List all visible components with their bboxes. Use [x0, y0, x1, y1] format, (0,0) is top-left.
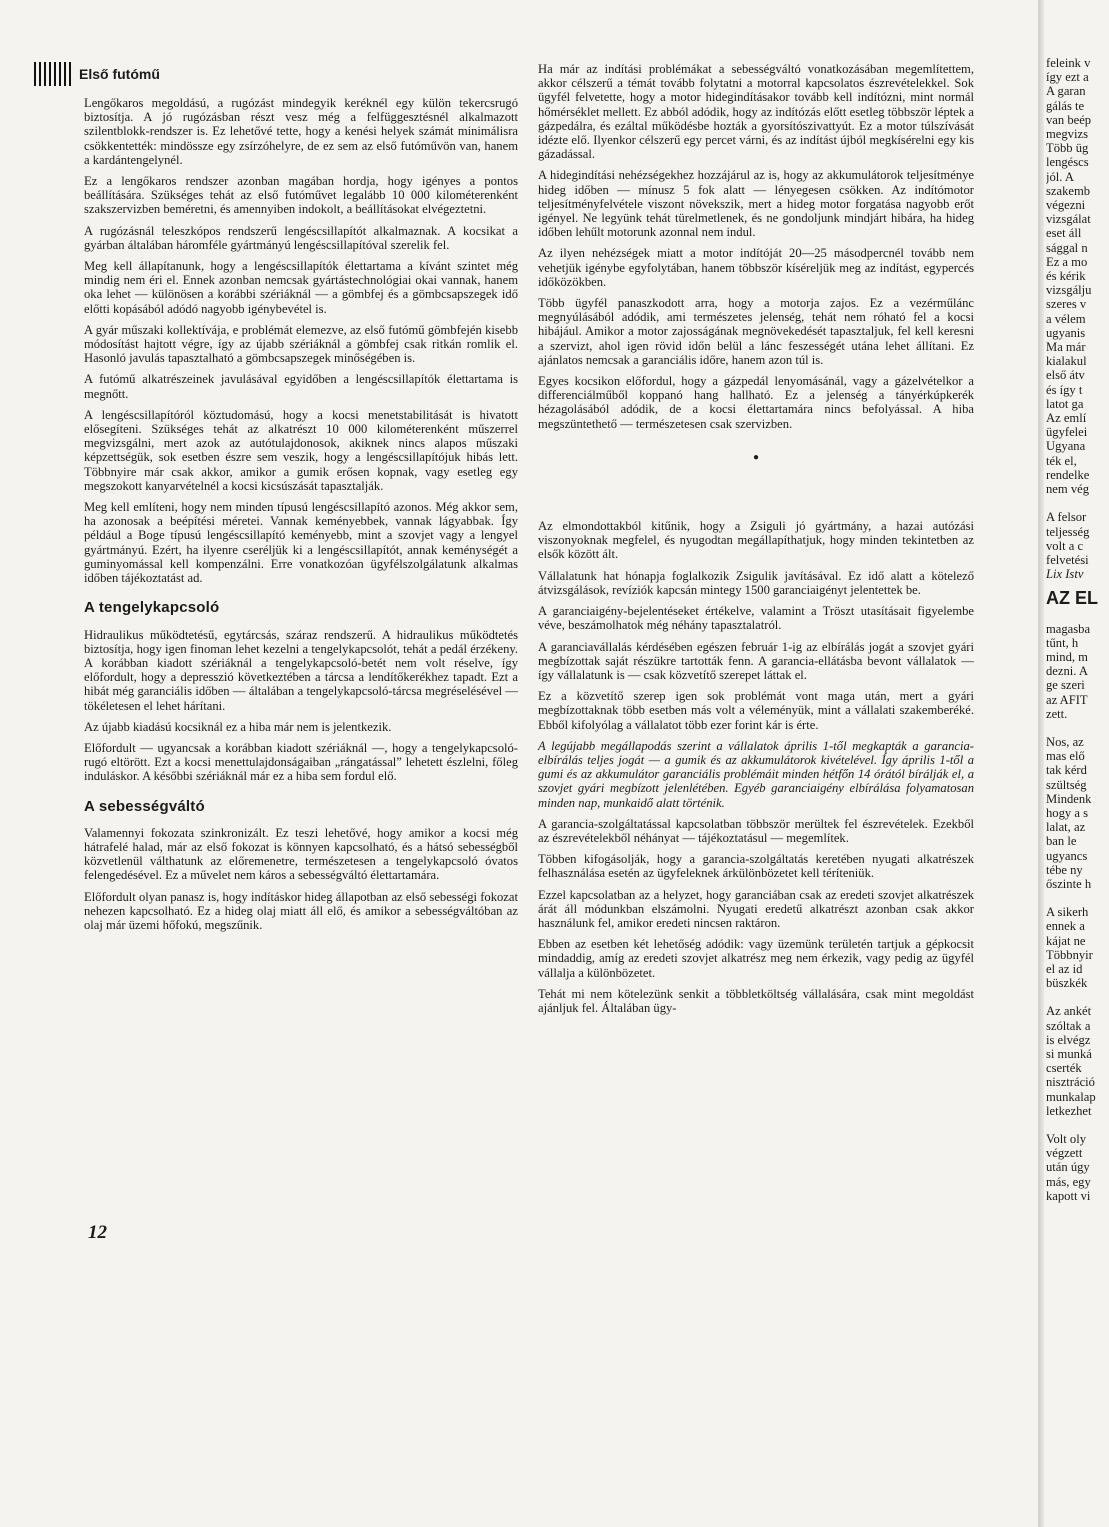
text-line: után úgy: [1046, 1160, 1090, 1175]
paragraph: Vállalatunk hat hónapja foglalkozik Zsigulik javításával. Ez idő alatt a kötelező átvizsgálások, revíziók kapcsán mintegy 1500 garanciaigényt jelentettek be.: [538, 568, 974, 597]
text-line: lengéscs: [1046, 155, 1089, 170]
text-line: büszkék: [1046, 976, 1088, 991]
text-line: tűnt, h: [1046, 635, 1079, 650]
text-line: tébe ny: [1046, 862, 1083, 877]
text-line: Az ankét: [1046, 1004, 1092, 1019]
text-line: és így t: [1046, 382, 1083, 397]
text-line: ennek a: [1046, 919, 1085, 934]
text-line: Az emlí: [1046, 411, 1087, 426]
text-line: ígу ezt a: [1046, 70, 1089, 85]
paragraph: Lengőkaros megoldású, a rugózást mindegyik keréknél egy külön tekercsrugó biztosítja. A jó rugózásban részt vesz még a felfüggesztésnél alkalmazott szilentblokk-rendszer is. Ez lehetővé tette, hogy a kenési helyek számát minimálisra csökkentették: mindössze egy zsírzóhelyre, de ez sem az első futóművön van, hanem a kardántengelynél.: [84, 96, 518, 167]
text-line: letkezhet: [1046, 1103, 1092, 1118]
text-line: ugyanis: [1046, 325, 1086, 340]
text-line: el az id: [1046, 961, 1083, 976]
paragraph: Egyes kocsikon előfordul, hogy a gázpedál lenyomásánál, vagy a gázelvételkor a differenciálműből koppanó hang hallható. Ez a jelenség a tányérkúpkerék hézagolásából adódik, de a kocsi élettartamára nincs befolyással. A hiba megszüntethető — természetesen csak szervizben.: [538, 374, 974, 431]
heading-bars-decoration: [34, 62, 71, 86]
text-line: A garan: [1046, 84, 1086, 99]
middle-column: [538, 62, 974, 1022]
paragraph: Előfordult — ugyancsak a korábban kiadott szériáknál —, hogy a tengelykapcsoló-rugó eltörött. Ezt a kocsi menettulajdonságaiban „rángatással” lehetett észlelni, főleg induláskor. A későbbi szériáknál már ez a hiba sem fordul elő.: [84, 740, 518, 784]
text-line: Nos, az: [1046, 734, 1084, 749]
text-line: ték el,: [1046, 453, 1077, 468]
text-line: gálás te: [1046, 98, 1085, 113]
text-line: szültség: [1046, 777, 1087, 792]
paragraph: Ebben az esetben két lehetőség adódik: vagy üzemünk területén tartjuk a gépkocsit mindaddig, amíg az eredeti szovjet alkatrész meg nem érkezik, vagy pedig az ügyfél vállalja a különbözetet.: [538, 937, 974, 980]
text-line: sággal n: [1046, 240, 1088, 255]
text-line: vizsgálju: [1046, 283, 1092, 298]
page-fold: [1038, 0, 1044, 1527]
text-line: Mindenk: [1046, 791, 1092, 806]
text-line: Ez a mo: [1046, 254, 1088, 269]
paragraph: Ez a közvetítő szerep igen sok problémát vont maga után, mert a gyári megbízottaknak több esetben más volt a véleményük, mint a vállalati szakemberéké. Ebből kifolyólag a vállalatot több ezer forint kár is érte.: [538, 689, 974, 732]
text-line: szóltak a: [1046, 1018, 1091, 1033]
text-line: munkalap: [1046, 1089, 1096, 1104]
text-line: első átv: [1046, 368, 1085, 383]
text-line: végzett: [1046, 1146, 1083, 1161]
text-line: Ma már: [1046, 340, 1086, 355]
text-line: kialakul: [1046, 354, 1087, 369]
paragraph: A garancia-szolgáltatással kapcsolatban többször merültek fel észrevételek. Ezekből az észrevételekből néhányat — tájékoztatásul — megemlítek.: [538, 816, 974, 845]
text-line: latot ga: [1046, 396, 1084, 411]
text-line: szakemb: [1046, 183, 1091, 198]
paragraph: Hidraulikus működtetésű, egytárcsás, száraz rendszerű. A hidraulikus működtetés biztosítja, hogy igen finoman lehet kezelni a tengelykapcsolót, tehát a pedál érzékeny. A korábban kiadott szériáknál a tengelykapcsoló-betét nem volt réselve, így előfordult, hogy a depresszió következtében a tárcsa a lendítőkerékhez tapadt. Ezt a hibát még garanciális időben — általában a tengelykapcsoló-tárcsa megréselésével — tökéletesen el lehet hárítani.: [84, 627, 518, 713]
right-section-heading: AZ EL: [1046, 588, 1098, 609]
paragraph: A garanciavállalás kérdésében egészen február 1-ig az elbírálás jogát a szovjet gyári megbízottak saját részükre tartották fenn. A garancia-ellátásba bevont vállalatok — így vállalatunk is — csak közvetítő szerepet láttak el.: [538, 639, 974, 682]
text-line: mas elő: [1046, 749, 1085, 764]
text-line: kájat ne: [1046, 933, 1086, 948]
section-heading-clutch: A tengelykapcsoló: [84, 599, 220, 617]
paragraph: Valamennyi fokozata szinkronizált. Ez teszi lehetővé, hogy amikor a kocsi még hátrafelé halad, már az első fokozat is könnyen kapcsolható, és a hátsó sebességből közvetlenül válthatunk az előremenetre, természetesen a tengelykapcsoló óvatos felengedésével. Ez a művelet nem káros a sebességváltó élettartamára.: [84, 825, 518, 883]
section-heading-front-suspension: [34, 62, 518, 86]
text-line: zett.: [1046, 706, 1068, 721]
paragraph: Ha már az indítási problémákat a sebességváltó vonatkozásában megemlítettem, akkor célszerű a témát tovább folytatni a motorral kapcsolatos észrevételekkel. Sok ügyfél felvetette, hogy a motor hidegindításakor tovább kell indítózni, mint normál hőmérséklet mellett. Ez abból adódik, hogy az indítózás előtt esetleg többször léptek a gázpedálra, és ezáltal működésbe hozták a gyorsítószivattyút. Ez a motor túlszívását idézte elő. Ilyenkor célszerű egy percet várni, és az indítást újból megkísérelni egy kis gázadással.: [538, 62, 974, 162]
paragraph: A gyár műszaki kollektívája, e problémát elemezve, az első futómű gömbfején kisebb módosítást hajtott végre, így az újabb szériáknál a gömbfej csak ritkán romlik el. Hasonló javulás tapasztalható a gömbcsapszegek minőségében is.: [84, 322, 518, 366]
paragraph-italic: A legújabb megállapodás szerint a vállalatok április 1-től megkapták a garancia-elbírálás teljes jogát — a gumik és az akkumulátorok kivételével. Így április 1-től a gumi és az akkumulátor garanciális problémáit minden hétfőn 14 órától bírálják el, a szovjet gyári megbízott jelenlétében. Egyéb garanciaigény elbírálása folyamatosan minden nap, munkaidő alatt történik.: [538, 738, 974, 810]
text-line: lalat, az: [1046, 820, 1086, 835]
text-line: Többnyir: [1046, 947, 1093, 962]
text-line: hogy a s: [1046, 805, 1088, 820]
paragraph: A lengéscsillapítóról köztudomású, hogy a kocsi menetstabilitását is hivatott elősegíteni. Szükséges tehát az alkatrészt 10 000 kilométerenként műszerrel megvizsgálni, mert azok az autótulajdonosok, akiknek nincs alapos műszaki képzettségük, sok esetben észre sem veszik, hogy a lengéscsillapítójuk hibás lett. Többnyire már csak akkor, amikor a gumik erősen kopnak, vagy esetleg egy megszokott kanyarvételnél a kocsi kicsúszását tapasztalják.: [84, 407, 518, 493]
text-line: is elvégz: [1046, 1032, 1091, 1047]
paragraph: Az ilyen nehézségek miatt a motor indítóját 20—25 másodpercnél tovább nem vehetjük igénybe egyfolytában, hanem többször kíséreljük meg az indítást, egypercés időközökben.: [538, 246, 974, 289]
text-line: kapott vi: [1046, 1188, 1091, 1203]
text-line: és kérik: [1046, 269, 1086, 284]
text-line: az AFIT: [1046, 692, 1088, 707]
paragraph: A rugózásnál teleszkópos rendszerű lengéscsillapítót alkalmaznak. A kocsikat a gyárban általában háromféle gyártmányú lengéscsillapítóval szerelik fel.: [84, 223, 518, 252]
paragraph: Többen kifogásolják, hogy a garancia-szolgáltatás keretében nyugati alkatrészek felhasználása esetén az ügyfeleknek árkülönbözetet kell téríteniük.: [538, 852, 974, 881]
text-line: feleink v: [1046, 56, 1091, 70]
text-line: ge szeri: [1046, 678, 1085, 693]
text-line: jól. A: [1046, 169, 1074, 184]
paragraph: Az újabb kiadású kocsiknál ez a hiba már nem is jelentkezik.: [84, 719, 392, 734]
paragraph: A garanciaigény-bejelentéseket értékelve, valamint a Tröszt utasításait figyelembe véve, beszámolhatok még néhány tapasztalatról.: [538, 604, 974, 633]
text-line: magasba: [1046, 621, 1091, 636]
left-column: [79, 62, 518, 939]
paragraph: Tehát mi nem kötelezünk senkit a többletköltség vállalására, csak mint megoldást ajánljuk fel. Általában ügy-: [538, 986, 974, 1015]
text-line: mind, m: [1046, 649, 1088, 664]
text-line: végezni: [1046, 198, 1086, 213]
text-line: más, egy: [1046, 1174, 1091, 1189]
right-column-cropped: [1046, 56, 1109, 1203]
text-line: eset áll: [1046, 226, 1082, 241]
paragraph: Meg kell állapítanunk, hogy a lengéscsillapítók élettartama a kívánt szintet még mindig nem éri el. Ennek azonban nemcsak gyártástechnológiai okai vannak, hanem oka lehet — különösen a korábbi szériáknál — a gömbfej és a gömbcsapszegek idő előtti kopásából adódó nagyobb igénybevétel is.: [84, 259, 518, 316]
heading-text: Első futómű: [79, 65, 160, 82]
paragraph: A hidegindítási nehézségekhez hozzájárul az is, hogy az akkumulátorok teljesítménye hideg időben — mínusz 5 fok alatt — lényegesen csökken. Az indítómotor teljesítményfelvétele viszont növekszik, mert a hideg motor forgatása nagyobb erőt igényel. Ne legyünk tehát türelmetlenek, és ne gondoljunk mindjárt hibára, ha hideg időben lehűlt motorunk azonnal nem indul.: [538, 168, 974, 240]
text-line: si munká: [1046, 1047, 1092, 1061]
page-number: 12: [88, 1222, 107, 1243]
text-line: teljesség: [1046, 524, 1090, 539]
text-line: tak kérd: [1046, 763, 1087, 778]
text-line: nem vég: [1046, 482, 1090, 497]
text-line: van beép: [1046, 112, 1092, 127]
text-line: Ugyana: [1046, 439, 1086, 454]
paragraph: Ez a lengőkaros rendszer azonban magában hordja, hogy igényes a pontos beállítására. Szükséges tehát az első futóművet legalább 10 000 kilométerenként szakszervizben beméretni, és amennyiben indokolt, a beállításokat elvégeztetni.: [84, 174, 518, 217]
text-line: nisztráció: [1046, 1075, 1095, 1090]
separator-dot: ●: [752, 451, 760, 463]
text-line: A sikerh: [1046, 905, 1089, 920]
text-line: ugyancs: [1046, 848, 1088, 863]
text-line: szeres v: [1046, 297, 1087, 312]
text-line: a vélem: [1046, 311, 1086, 326]
paragraph: Meg kell említeni, hogy nem minden típusú lengéscsillapító azonos. Még akkor sem, ha azonosak a beépítési méretei. Vannak keményebbek, vannak lágyabbak. Így például a Boge típusú lengéscsillapító keményebb, mint a szovjet vagy a lengyel gyártmányú. Ezért, ha ilyenre cseréljük ki a lengéscsillapítót, annak keménységét a guminyomással kell kompenzálni. Erre vonatkozóan ügyfélszolgálatunk alkalmas időben tájékoztatást ad.: [84, 500, 518, 586]
text-line: felvetési: [1046, 552, 1089, 567]
text-line: cserték: [1046, 1061, 1082, 1076]
text-line: A felsor: [1046, 510, 1087, 525]
text-line: volt a c: [1046, 538, 1084, 553]
text-line: Több üg: [1046, 141, 1089, 156]
paragraph: A futómű alkatrészeinek javulásával egyidőben a lengéscsillapítók élettartama is megnőtt.: [84, 372, 518, 401]
paragraph: Több ügyfél panaszkodott arra, hogy a motorja zajos. Ez a vezérműlánc megnyúlásából adódik, ami természetes jelenség, tehát nem róható fel a kocsi hibájául. Amikor a motor zajosságának megnövekedését tapasztaljuk, fel kell keresni a szervizt, ahol igen rövid időn belül a lánc feszességét utána lehet állítani. Ez ajánlatos nemcsak a garanciális időre, hanem azon túl is.: [538, 296, 974, 367]
section-heading-gearbox: A sebességváltó: [84, 797, 205, 815]
text-line: megvizs: [1046, 127, 1088, 142]
text-line: Volt oly: [1046, 1132, 1087, 1147]
paragraph: Ezzel kapcsolatban az a helyzet, hogy garanciában csak az eredeti szovjet alkatrészek árát áll módunkban elszámolni. Nyugati eredetű alkatrészt azonban csak akkor használunk fel, amikor eredeti nincsen raktáron.: [538, 887, 974, 930]
author-line: Lix Istv: [1046, 567, 1084, 582]
text-line: vizsgálat: [1046, 212, 1091, 227]
text-line: ban le: [1046, 834, 1077, 849]
text-line: rendelke: [1046, 467, 1090, 482]
text-line: őszinte h: [1046, 876, 1092, 891]
paragraph: Előfordult olyan panasz is, hogy indításkor hideg állapotban az első sebességi fokozat nehezen kapcsolható. Ez a hideg olaj miatt áll elő, és amikor a sebességváltóban az olaj már üzemi hőfokú, megszűnik.: [84, 889, 518, 932]
text-line: dezni. A: [1046, 664, 1088, 679]
paragraph: Az elmondottakból kitűnik, hogy a Zsiguli jó gyártmány, a hazai autózási viszonyoknak megfelel, és nyugodtan megállapíthatjuk, hogy minden tekintetben az elsők között ált.: [538, 519, 974, 562]
text-line: ügyfelei: [1046, 425, 1088, 440]
